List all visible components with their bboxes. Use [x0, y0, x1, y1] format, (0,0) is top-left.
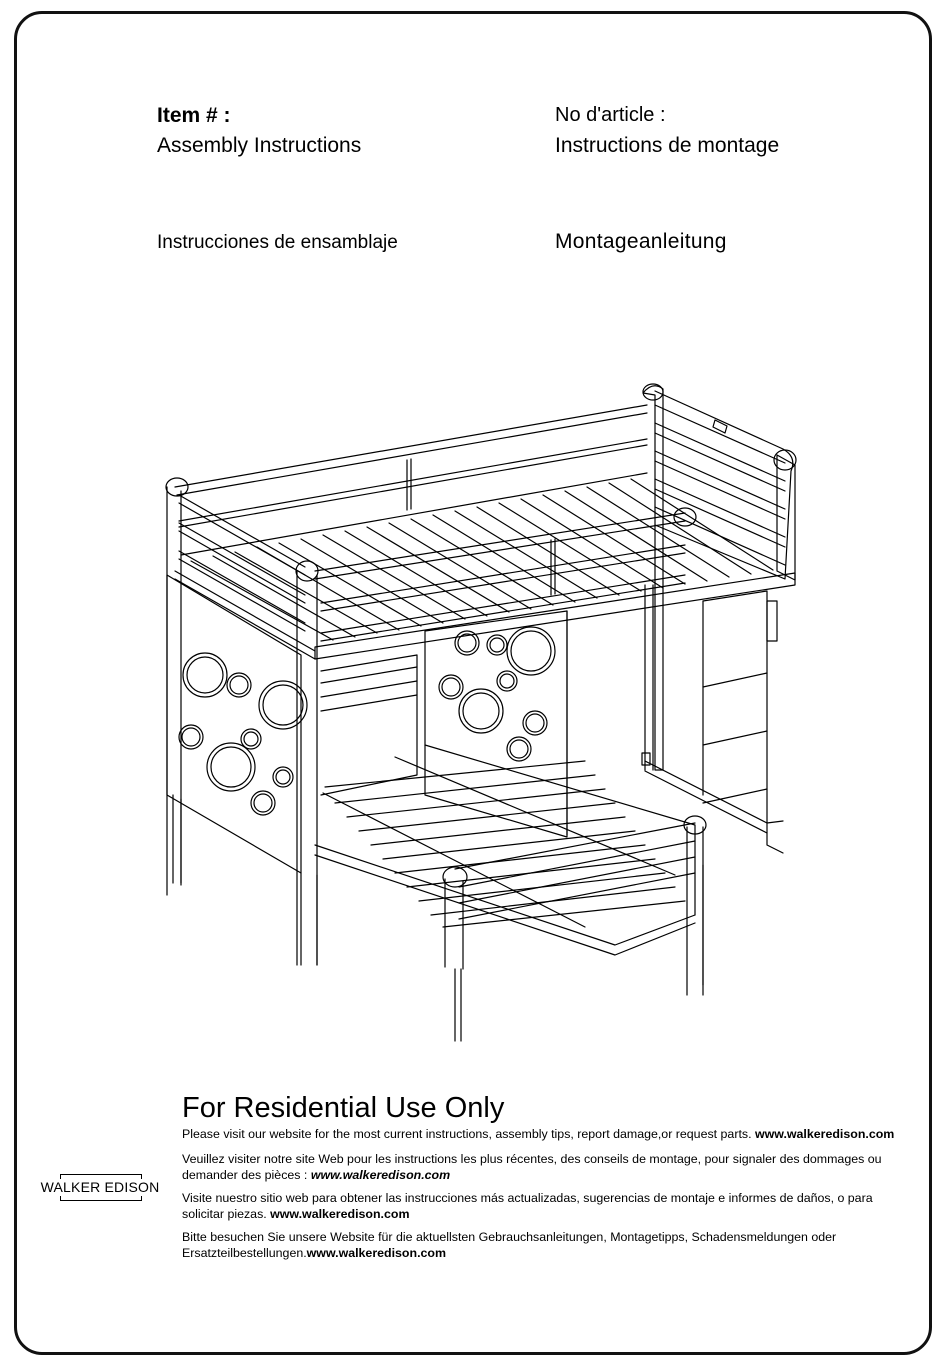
french-notice	[182, 1152, 912, 1183]
english-notice-text: Please visit our website for the most current instructions, assembly tips, report damage,or request parts.	[182, 1127, 752, 1141]
item-number-label: Item # :	[157, 104, 231, 127]
german-notice	[182, 1230, 912, 1261]
french-notice-text: Veuillez visiter notre site Web pour les instructions les plus récentes, des conseils de montage, pour signaler des dommages ou demander des pièces :	[182, 1152, 882, 1182]
spanish-notice	[182, 1191, 912, 1222]
logo-text: WALKER EDISON	[40, 1179, 160, 1195]
english-notice	[182, 1127, 912, 1143]
spanish-notice-text: Visite nuestro sitio web para obtener las instrucciones más actualizadas, sugerencias de montaje e informes de daños, o para solicitar piezas.	[182, 1191, 873, 1221]
residential-use-title: For Residential Use Only	[182, 1092, 505, 1124]
assembly-instructions-title: Assembly Instructions	[157, 134, 362, 157]
french-website-link[interactable]: www.walkeredison.com	[310, 1167, 451, 1182]
instructions-montage-title: Instructions de montage	[555, 134, 780, 157]
montageanleitung-title: Montageanleitung	[555, 230, 727, 253]
english-website-link[interactable]: www.walkeredison.com	[754, 1127, 895, 1141]
german-website-link[interactable]: www.walkeredison.com	[306, 1245, 446, 1260]
instrucciones-ensamblaje-title: Instrucciones de ensamblaje	[157, 232, 398, 253]
german-notice-text: Bitte besuchen Sie unsere Website für die aktuellsten Gebrauchsanleitungen, Montagetipps, Schadensmeldungen oder Ersatzteilbestellungen.	[182, 1230, 837, 1260]
spanish-website-link[interactable]: www.walkeredison.com	[270, 1206, 410, 1221]
bunk-bed-illustration	[155, 375, 805, 1050]
no-article-label: No d'article :	[555, 104, 666, 126]
walker-edison-logo	[38, 1172, 162, 1206]
